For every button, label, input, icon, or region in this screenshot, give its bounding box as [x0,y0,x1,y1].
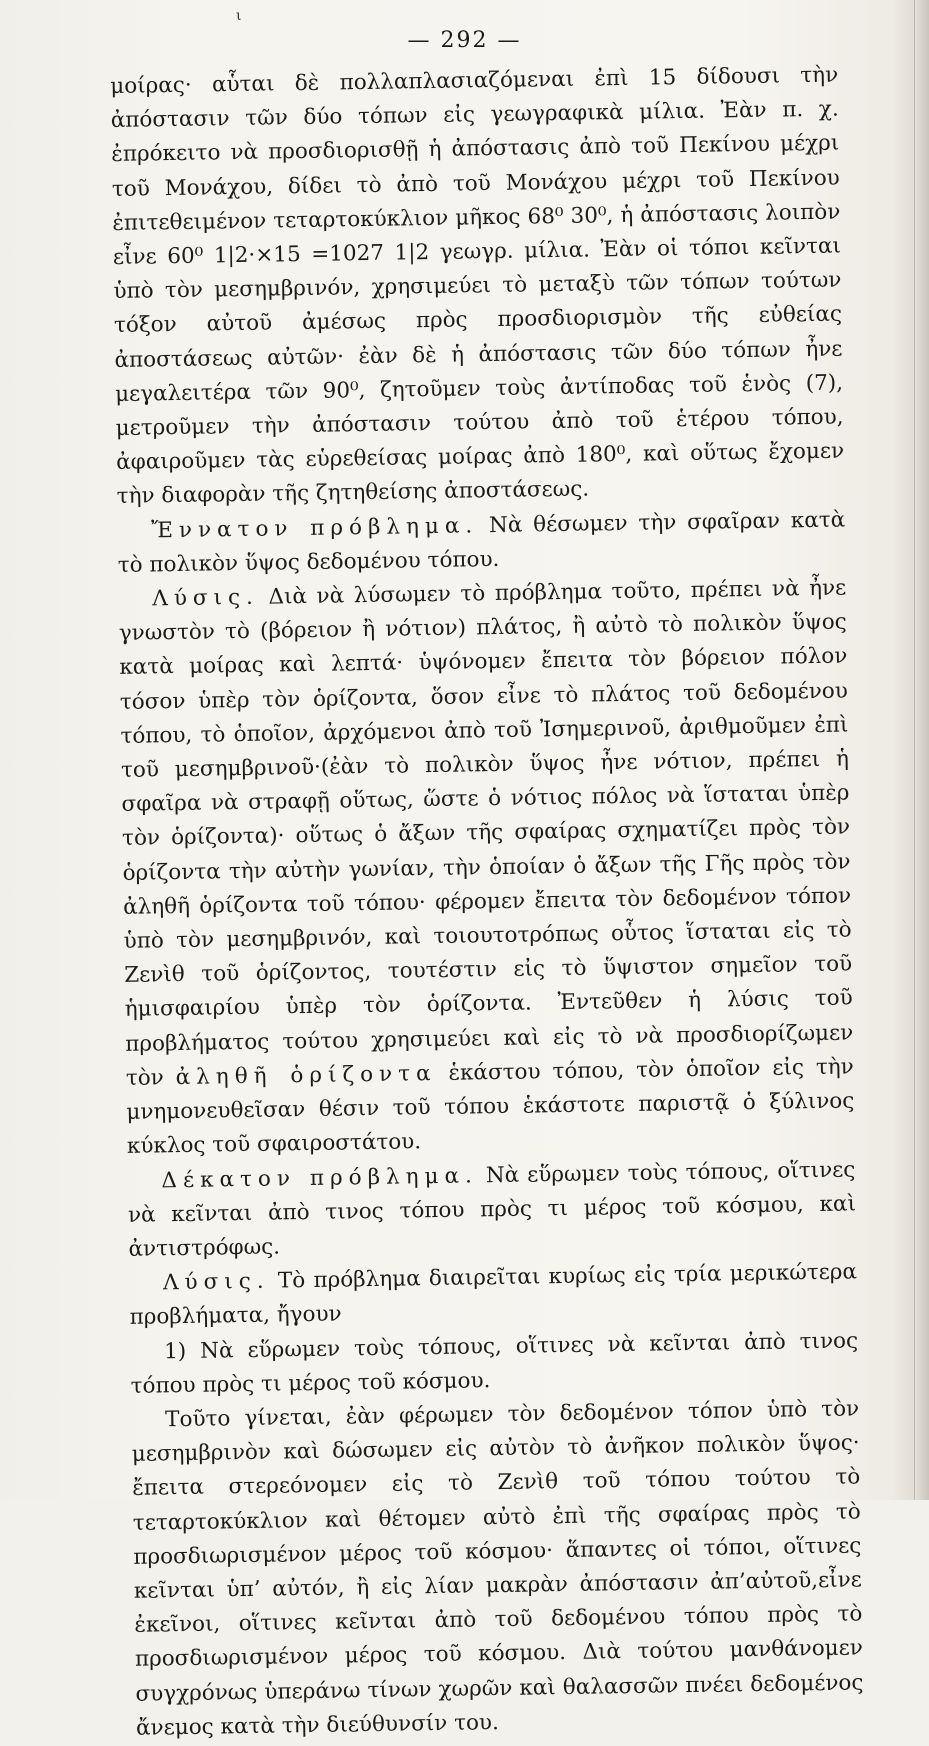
body-text [110,59,864,1746]
list-item-number: 1) [163,1338,187,1364]
page-binding-edge [914,0,929,1500]
list-item-text: Νὰ εὕρωμεν τοὺς τόπους, οἵτινες νὰ κεῖνται ἀπὸ τινος τόπου πρὸς τι μέρος τοῦ κόσμου. [130,1327,859,1399]
paragraph-ninth-problem [117,503,846,583]
ninth-problem-text: Νὰ θέσωμεν τὴν σφαῖραν κατὰ τὸ πολικὸν ὕψος δεδομένου τόπου. [117,507,846,578]
list-item-1 [130,1324,859,1404]
tenth-problem-text: Νὰ εὕρωμεν τοὺς τόπους, οἵτινες νὰ κεῖνται ἀπὸ τινος τόπου πρὸς τι μέρος τοῦ κόσμου, καὶ ἀντιστρόφως. [127,1156,857,1262]
solution-label: Λύσις. [162,1268,270,1296]
paragraph-tenth-solution [129,1256,858,1336]
ninth-solution-text-part2: ἑκάστου τόπου, τὸν ὁποῖον εἰς τὴν μνημονευθεῖσαν θέσιν τοῦ τόπου ἑκάστοτε παριστᾷ ὁ ξύλινος κύκλος τοῦ σφαιροστάτου. [126,1054,855,1160]
true-horizon-term: ἀληθῆ ὁρίζοντα [175,1060,437,1090]
page-tick-mark: ι [236,8,242,24]
paragraph-ninth-solution [118,572,855,1165]
ninth-problem-label: Ἔννατον πρόβλημα. [151,512,479,544]
paragraph-distance-calculation: μοίρας· αὗται δὲ πολλαπλασιαζόμεναι ἐπὶ 15 δίδουσι τὴν ἀπόστασιν τῶν δύο τόπων εἰς γεωγραφικὰ μίλια. Ἐὰν π. χ. ἐπρόκειτο νὰ προσδιορισθῇ ἡ ἀπόστασις ἀπὸ τοῦ Πεκίνου μέχρι τοῦ Μονάχου, δίδει τὸ ἀπὸ τοῦ Μονάχου μέχρι τοῦ Πεκίνου ἐπιτεθειμένον τεταρτοκύκλιον μῆκος 68⁰ 30⁰, ἡ ἀπόστασις λοιπὸν εἶνε 60⁰ 1|2·×15 =1027 1|2 γεωγρ. μίλια. Ἐὰν οἱ τόποι κεῖνται ὑπὸ τὸν μεσημβρινόν, χρησιμεύει τὸ μεταξὺ τῶν τόπων τούτων τόξον αὐτοῦ ἀμέσως πρὸς προσδιορισμὸν τῆς εὐθείας ἀποστάσεως αὐτῶν· ἐὰν δὲ ἡ ἀπόστασις τῶν δύο τόπων ἦνε μεγαλειτέρα τῶν 90⁰, ζητοῦμεν τοὺς ἀντίποδας τοῦ ἑνὸς (7), μετροῦμεν τὴν ἀπόστασιν τούτου ἀπὸ τοῦ ἑτέρου τόπου, ἀφαιροῦμεν τὰς εὑρεθείσας μοίρας ἀπὸ 180⁰, καὶ οὕτως ἔχομεν τὴν διαφορὰν τῆς ζητηθείσης ἀποστάσεως. [110,62,845,510]
tenth-problem-label: Δέκατον πρόβλημα. [161,1162,479,1193]
paragraph-final: Τοῦτο γίνεται, ἐὰν φέρωμεν τὸν δεδομένον τόπον ὑπὸ τὸν μεσημβρινὸν καὶ δώσωμεν εἰς αὐτὸν τὸ ἀνῆκον πολικὸν ὕψος· ἔπειτα στερεόνομεν εἰς τὸ Ζενὶθ τοῦ τόπου τούτου τὸ τεταρτοκύκλιον καὶ θέτομεν αὐτὸ ἐπὶ τῆς σφαίρας πρὸς τὸ προσδιωρισμένον μέρος τοῦ κόσμου· ἅπαντες οἱ τόποι, οἵτινες κεῖνται ὑπ’ αὐτόν, ἢ εἰς λίαν μακρὰν ἀπόστασιν ἀπ’αὐτοῦ,εἶνε ἐκεῖνοι, οἵτινες κεῖνται ἀπὸ τοῦ δεδομένου τόπου πρὸς τὸ προσδιωρισμένον μέρος τοῦ κόσμου. Διὰ τούτου μανθάνομεν συγχρόνως ὑπεράνω τίνων χωρῶν καὶ θαλασσῶν πνέει δεδομένος ἄνεμος κατὰ τὴν διεύθυνσίν του. [131,1396,864,1741]
ninth-solution-text-part1: Διὰ νὰ λύσωμεν τὸ πρόβλημα τοῦτο, πρέπει νὰ ἦνε γνωστὸν τὸ (βόρειον ἢ νότιον) πλάτος, ἢ αὐτὸ τὸ πολικὸν ὕψος κατὰ μοίρας καὶ λεπτά· ὑψόνομεν ἔπειτα τὸν βόρειον πόλον τόσον ὑπὲρ τὸν ὁρίζοντα, ὅσον εἶνε τὸ πλάτος τοῦ δεδομένου τόπου, τὸ ὁποῖον, ἀρχόμενοι ἀπὸ τοῦ Ἰσημερινοῦ, ἀριθμοῦμεν ἐπὶ τοῦ μεσημβρινοῦ·(ἐὰν τὸ πολικὸν ὕψος ἦνε νότιον, πρέπει ἡ σφαῖρα νὰ στραφῇ οὕτως, ὥστε ὁ νότιος πόλος νὰ ἵσταται ὑπὲρ τὸν ὁρίζοντα)· οὕτως ὁ ἄξων τῆς σφαίρας σχηματίζει πρὸς τὸν ὁρίζοντα τὴν αὐτὴν γωνίαν, τὴν ὁποίαν ὁ ἄξων τῆς Γῆς πρὸς τὸν ἀληθῆ ὁρίζοντα τοῦ τόπου· φέρομεν ἔπειτα τὸν δεδομένον τόπον ὑπὸ τὸν μεσημβρινόν, καὶ τοιουτοτρόπως οὗτος ἵσταται εἰς τὸ Ζενὶθ τοῦ ὁρίζοντος, τουτέστιν εἰς τὸ ὕψιστον σημεῖον τοῦ ἡμισφαιρίου ὑπὲρ τὸν ὁρίζοντα. Ἐντεῦθεν ἡ λύσις τοῦ προβλήματος τούτου χρησιμεύει καὶ εἰς τὸ νὰ προσδιορίζωμεν τὸν [118,575,854,1091]
page-number: — 292 — [407,28,522,53]
solution-label: Λύσις. [152,584,260,612]
tenth-solution-text: Τὸ πρόβλημα διαιρεῖται κυρίως εἰς τρία μερικώτερα προβλήματα, ἤγουν [129,1259,858,1331]
paragraph-tenth-problem [127,1153,857,1267]
